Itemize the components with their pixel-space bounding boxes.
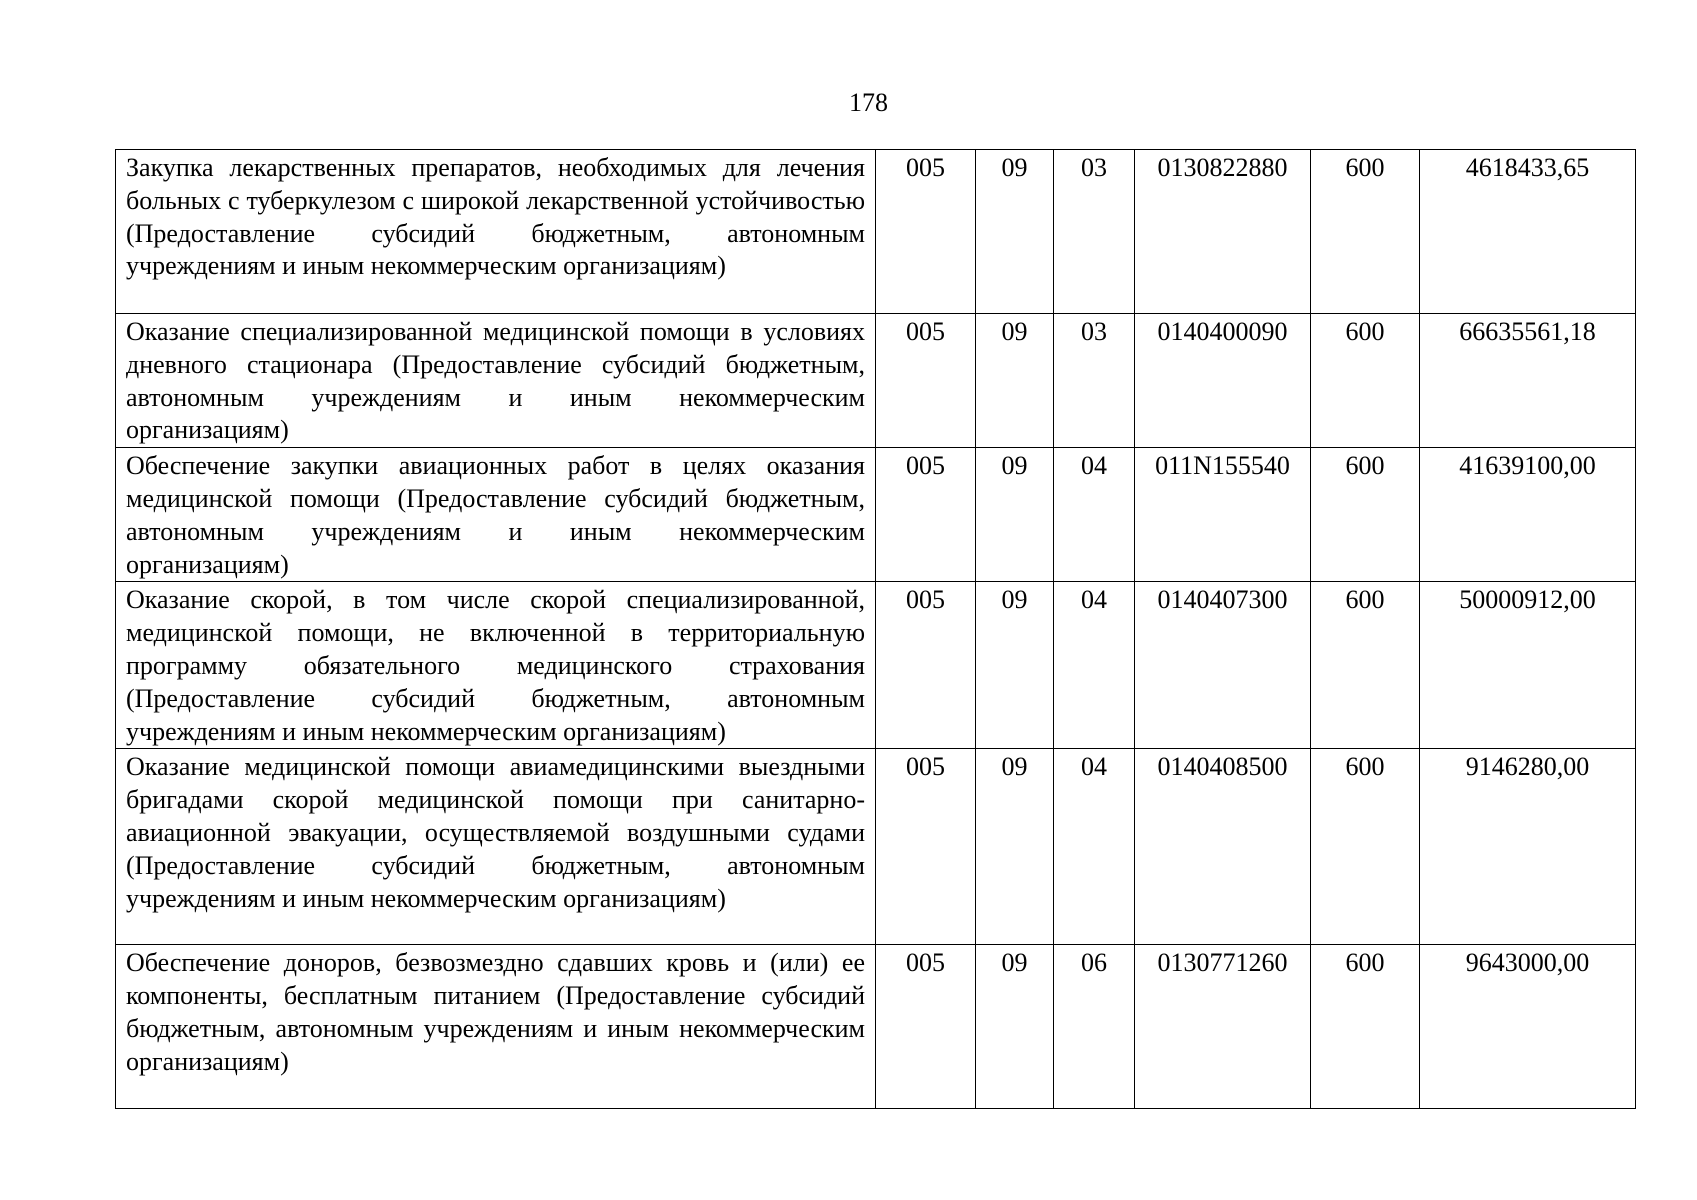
row-description: Обеспечение закупки авиационных работ в целях оказания медицинской помощи (Предоставление субсидий бюджетным, автономным учреждениям и иным некоммерческим организациям) xyxy=(116,448,876,582)
table-row xyxy=(116,150,1636,314)
section-code: 09 xyxy=(976,582,1054,749)
subsection-code: 04 xyxy=(1054,749,1135,945)
row-description: Обеспечение доноров, безвозмездно сдавших кровь и (или) ее компоненты, бесплатным питанием (Предоставление субсидий бюджетным, автономным учреждениям и иным некоммерческим организациям) xyxy=(116,945,876,1109)
ministry-code: 005 xyxy=(876,582,976,749)
subsection-code: 04 xyxy=(1054,582,1135,749)
section-code: 09 xyxy=(976,945,1054,1109)
target-article-code: 0140408500 xyxy=(1135,749,1311,945)
amount: 9643000,00 xyxy=(1420,945,1636,1109)
ministry-code: 005 xyxy=(876,150,976,314)
table-row xyxy=(116,448,1636,582)
expense-type-code: 600 xyxy=(1311,314,1420,448)
expense-type-code: 600 xyxy=(1311,582,1420,749)
target-article-code: 0130822880 xyxy=(1135,150,1311,314)
subsection-code: 03 xyxy=(1054,314,1135,448)
subsection-code: 06 xyxy=(1054,945,1135,1109)
subsection-code: 04 xyxy=(1054,448,1135,582)
subsection-code: 03 xyxy=(1054,150,1135,314)
page-number: 178 xyxy=(849,88,888,117)
section-code: 09 xyxy=(976,448,1054,582)
expense-type-code: 600 xyxy=(1311,150,1420,314)
ministry-code: 005 xyxy=(876,448,976,582)
section-code: 09 xyxy=(976,150,1054,314)
table-row xyxy=(116,945,1636,1109)
row-description: Оказание специализированной медицинской помощи в условиях дневного стационара (Предоставление субсидий бюджетным, автономным учреждениям и иным некоммерческим организациям) xyxy=(116,314,876,448)
table-row xyxy=(116,582,1636,749)
section-code: 09 xyxy=(976,314,1054,448)
amount: 50000912,00 xyxy=(1420,582,1636,749)
expense-type-code: 600 xyxy=(1311,749,1420,945)
target-article-code: 0140407300 xyxy=(1135,582,1311,749)
table-row xyxy=(116,749,1636,945)
ministry-code: 005 xyxy=(876,945,976,1109)
target-article-code: 0140400090 xyxy=(1135,314,1311,448)
target-article-code: 0130771260 xyxy=(1135,945,1311,1109)
row-description: Закупка лекарственных препаратов, необходимых для лечения больных с туберкулезом с широкой лекарственной устойчивостью (Предоставление субсидий бюджетным, автономным учреждениям и иным некоммерческим организациям) xyxy=(116,150,876,314)
table-row xyxy=(116,314,1636,448)
row-description: Оказание скорой, в том числе скорой специализированной, медицинской помощи, не включенной в территориальную программу обязательного медицинского страхования (Предоставление субсидий бюджетным, автономным учреждениям и иным некоммерческим организациям) xyxy=(116,582,876,749)
target-article-code: 011N155540 xyxy=(1135,448,1311,582)
ministry-code: 005 xyxy=(876,314,976,448)
expense-type-code: 600 xyxy=(1311,448,1420,582)
amount: 66635561,18 xyxy=(1420,314,1636,448)
section-code: 09 xyxy=(976,749,1054,945)
row-description: Оказание медицинской помощи авиамедицинскими выездными бригадами скорой медицинской помощи при санитарно-авиационной эвакуации, осуществляемой воздушными судами (Предоставление субсидий бюджетным, автономным учреждениям и иным некоммерческим организациям) xyxy=(116,749,876,945)
amount: 9146280,00 xyxy=(1420,749,1636,945)
ministry-code: 005 xyxy=(876,749,976,945)
amount: 41639100,00 xyxy=(1420,448,1636,582)
budget-table xyxy=(115,149,1636,1109)
amount: 4618433,65 xyxy=(1420,150,1636,314)
expense-type-code: 600 xyxy=(1311,945,1420,1109)
